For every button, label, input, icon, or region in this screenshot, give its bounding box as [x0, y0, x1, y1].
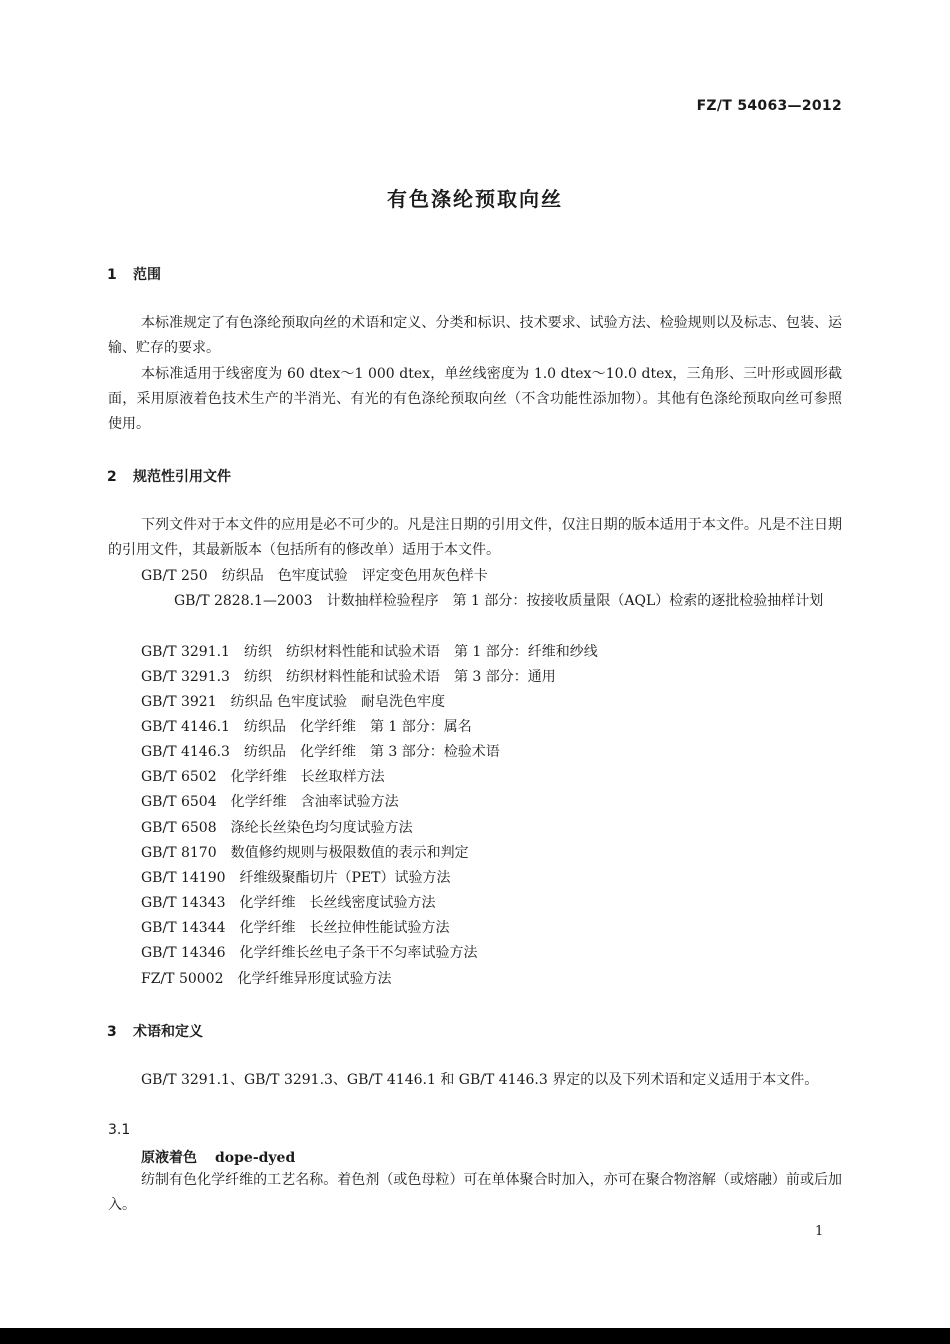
- reference-item: [141, 740, 500, 765]
- reference-title: 纺织品 化学纤维 第 1 部分：属名: [243, 719, 472, 735]
- footer-bar: [0, 1328, 950, 1344]
- reference-title: 化学纤维长丝电子条干不匀率试验方法: [239, 945, 478, 961]
- term-entry: [141, 1147, 295, 1167]
- reference-title: 化学纤维 长丝线密度试验方法: [239, 895, 436, 911]
- reference-item: [141, 790, 399, 815]
- reference-item: [141, 715, 472, 740]
- reference-item: [141, 941, 478, 966]
- reference-item: [108, 589, 842, 614]
- term-english: dope-dyed: [215, 1150, 296, 1166]
- reference-title: 数值修约规则与极限数值的表示和判定: [230, 845, 469, 861]
- reference-item: [141, 665, 556, 690]
- section-1-heading: [107, 264, 161, 284]
- reference-code: GB/T 4146.1: [141, 719, 230, 735]
- reference-title: 纤维级聚酯切片（PET）试验方法: [239, 870, 451, 886]
- reference-item: [141, 690, 445, 715]
- section-2-heading: [107, 466, 231, 486]
- reference-item: [141, 891, 436, 916]
- reference-item: [141, 816, 413, 841]
- reference-title: 计数抽样检验程序 第 1 部分：按接收质量限（AQL）检索的逐批检验抽样计划: [326, 593, 824, 609]
- reference-title: 化学纤维 长丝取样方法: [230, 769, 385, 785]
- reference-code: GB/T 3921: [141, 694, 217, 710]
- reference-title: 纺织品 色牢度试验 耐皂洗色牢度: [230, 694, 446, 710]
- reference-title: 涤纶长丝染色均匀度试验方法: [230, 820, 413, 836]
- section-1-title: 范围: [133, 267, 161, 283]
- reference-code: GB/T 3291.1: [141, 644, 230, 660]
- reference-title: 纺织品 化学纤维 第 3 部分：检验术语: [243, 744, 500, 760]
- section-1-paragraph-1: 本标准规定了有色涤纶预取向丝的术语和定义、分类和标识、技术要求、试验方法、检验规则以及标志、包装、运输、贮存的要求。: [108, 315, 842, 356]
- reference-code: GB/T 6502: [141, 769, 217, 785]
- reference-code: GB/T 14346: [141, 945, 226, 961]
- section-3-number: 3: [107, 1024, 117, 1040]
- section-2-number: 2: [107, 469, 117, 485]
- clause-number: 3.1: [108, 1122, 131, 1138]
- section-2-intro: 下列文件对于本文件的应用是必不可少的。凡是注日期的引用文件，仅注日期的版本适用于本文件。凡是不注日期的引用文件，其最新版本（包括所有的修改单）适用于本文件。: [108, 517, 842, 558]
- reference-code: GB/T 14343: [141, 895, 226, 911]
- document-title: 有色涤纶预取向丝: [387, 187, 563, 211]
- reference-item: [141, 866, 451, 891]
- reference-title: 化学纤维 含油率试验方法: [230, 794, 399, 810]
- reference-item: [141, 765, 385, 790]
- reference-code: GB/T 250: [141, 568, 208, 584]
- reference-code: GB/T 3291.3: [141, 669, 230, 685]
- section-1-number: 1: [107, 267, 117, 283]
- section-3-heading: [107, 1021, 203, 1041]
- section-1-paragraph-2: 本标准适用于线密度为 60 dtex～1 000 dtex，单丝线密度为 1.0 dtex～10.0 dtex，三角形、三叶形或圆形截面，采用原液着色技术生产的半消光、有光的有色涤纶预取向丝（不含功能性添加物）。其他有色涤纶预取向丝可参照使用。: [108, 366, 842, 432]
- reference-code: GB/T 6508: [141, 820, 217, 836]
- reference-title: 化学纤维 长丝拉伸性能试验方法: [239, 920, 450, 936]
- reference-title: 化学纤维异形度试验方法: [237, 971, 392, 987]
- reference-item: [141, 967, 391, 992]
- reference-code: GB/T 4146.3: [141, 744, 230, 760]
- reference-code: GB/T 6504: [141, 794, 217, 810]
- reference-code: GB/T 8170: [141, 845, 217, 861]
- document-code: FZ/T 54063—2012: [696, 98, 842, 114]
- reference-title: 纺织品 色牢度试验 评定变色用灰色样卡: [221, 568, 488, 584]
- section-3-title: 术语和定义: [133, 1024, 203, 1040]
- reference-code: GB/T 2828.1—2003: [174, 593, 313, 609]
- reference-code: GB/T 14190: [141, 870, 226, 886]
- term-chinese: 原液着色: [141, 1150, 197, 1166]
- reference-code: FZ/T 50002: [141, 971, 224, 987]
- reference-title: 纺织 纺织材料性能和试验术语 第 1 部分：纤维和纱线: [243, 644, 598, 660]
- reference-code: GB/T 14344: [141, 920, 226, 936]
- reference-item: [141, 916, 450, 941]
- section-2-title: 规范性引用文件: [133, 469, 231, 485]
- reference-item: [141, 564, 488, 589]
- page-number: 1: [815, 1224, 824, 1239]
- reference-item: [141, 841, 469, 866]
- reference-title: 纺织 纺织材料性能和试验术语 第 3 部分：通用: [243, 669, 556, 685]
- section-3-intro: GB/T 3291.1、GB/T 3291.3、GB/T 4146.1 和 GB/T 4146.3 界定的以及下列术语和定义适用于本文件。: [141, 1072, 819, 1088]
- reference-item: [141, 640, 598, 665]
- term-definition: 纺制有色化学纤维的工艺名称。着色剂（或色母粒）可在单体聚合时加入，亦可在聚合物溶解（或熔融）前或后加入。: [108, 1172, 842, 1213]
